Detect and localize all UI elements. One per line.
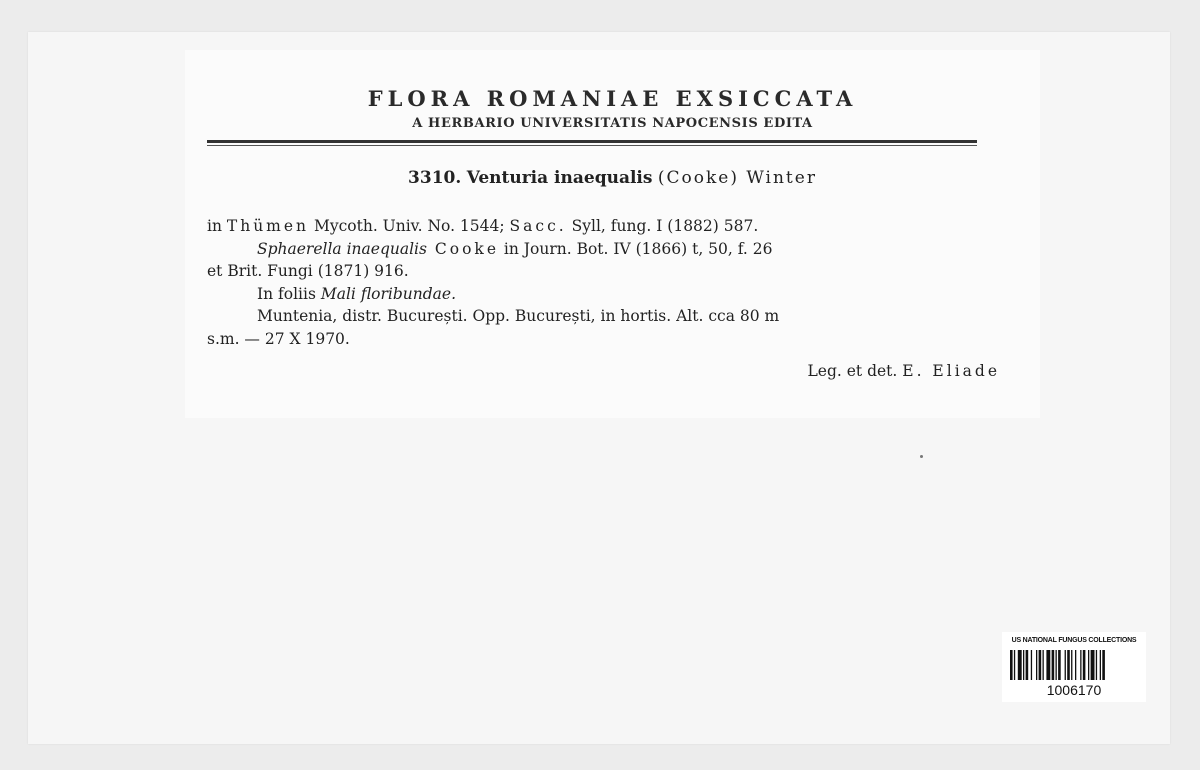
barcode-icon xyxy=(1010,650,1138,680)
text-fragment: Cooke xyxy=(426,239,499,258)
collector-name: E. Eliade xyxy=(902,362,1000,380)
barcode-bar xyxy=(1039,650,1042,680)
barcode-label xyxy=(1002,632,1146,702)
collector-prefix: Leg. et det. xyxy=(807,362,903,380)
barcode-bar xyxy=(1100,650,1101,680)
barcode-bar xyxy=(1075,650,1076,680)
barcode-bar xyxy=(1102,650,1105,680)
barcode-bar xyxy=(1065,650,1066,680)
locality-line: Muntenia, distr. București. Opp. București, in hortis. Alt. cca 80 m xyxy=(257,307,780,325)
barcode-bar xyxy=(1058,650,1061,680)
label-subtitle: A HERBARIO UNIVERSITATIS NAPOCENSIS EDITA xyxy=(412,116,813,131)
species-heading xyxy=(185,168,1040,188)
text-fragment: Mycoth. Univ. No. 1544; xyxy=(309,217,510,235)
citation-line-3: et Brit. Fungi (1871) 916. xyxy=(207,262,409,280)
barcode-bar xyxy=(1046,650,1050,680)
barcode-bar xyxy=(1056,650,1057,680)
host-name: Mali floribundae. xyxy=(320,284,456,303)
text-fragment: in xyxy=(207,217,227,235)
barcode-bar xyxy=(1052,650,1055,680)
barcode-bar xyxy=(1091,650,1095,680)
citation-line-1 xyxy=(207,215,1002,238)
text-fragment: In foliis xyxy=(257,284,321,303)
host-line xyxy=(207,283,1002,306)
speck xyxy=(920,455,923,458)
barcode-bar xyxy=(1067,650,1070,680)
collector-line xyxy=(808,362,1000,380)
collection-name: US NATIONAL FUNGUS COLLECTIONS xyxy=(1011,637,1137,644)
specimen-label xyxy=(185,50,1040,418)
barcode-bar xyxy=(1096,650,1097,680)
barcode-bar xyxy=(1036,650,1037,680)
barcode-number: 1006170 xyxy=(1046,682,1102,698)
barcode-bar xyxy=(1031,650,1032,680)
text-fragment: Sacc. xyxy=(509,217,567,235)
barcode-bar xyxy=(1018,650,1022,680)
barcode-bar xyxy=(1043,650,1044,680)
synonym-name: Sphaerella inaequalis xyxy=(257,239,427,258)
barcode-bar xyxy=(1014,650,1015,680)
label-body xyxy=(207,215,1002,350)
text-fragment: Thümen xyxy=(226,217,310,235)
barcode-bar xyxy=(1023,650,1024,680)
title-rule-thin xyxy=(207,145,977,146)
barcode-bar xyxy=(1026,650,1029,680)
label-title: FLORA ROMANIAE EXSICCATA xyxy=(367,86,858,111)
barcode-bar xyxy=(1080,650,1081,680)
text-fragment: Syll, fung. I (1882) 587. xyxy=(566,217,759,235)
barcode-bar xyxy=(1071,650,1072,680)
barcode-bar xyxy=(1083,650,1086,680)
text-fragment: in Journ. Bot. IV (1866) t, 50, f. 26 xyxy=(499,239,773,258)
date-line: s.m. — 27 X 1970. xyxy=(207,329,350,348)
title-rule xyxy=(207,140,977,143)
barcode-bar xyxy=(1088,650,1089,680)
barcode-bar xyxy=(1010,650,1013,680)
species-name: Venturia inaequalis xyxy=(466,168,653,188)
species-author: (Cooke) Winter xyxy=(657,168,817,188)
specimen-number: 3310. xyxy=(408,168,462,188)
citation-line-2 xyxy=(207,238,1002,261)
